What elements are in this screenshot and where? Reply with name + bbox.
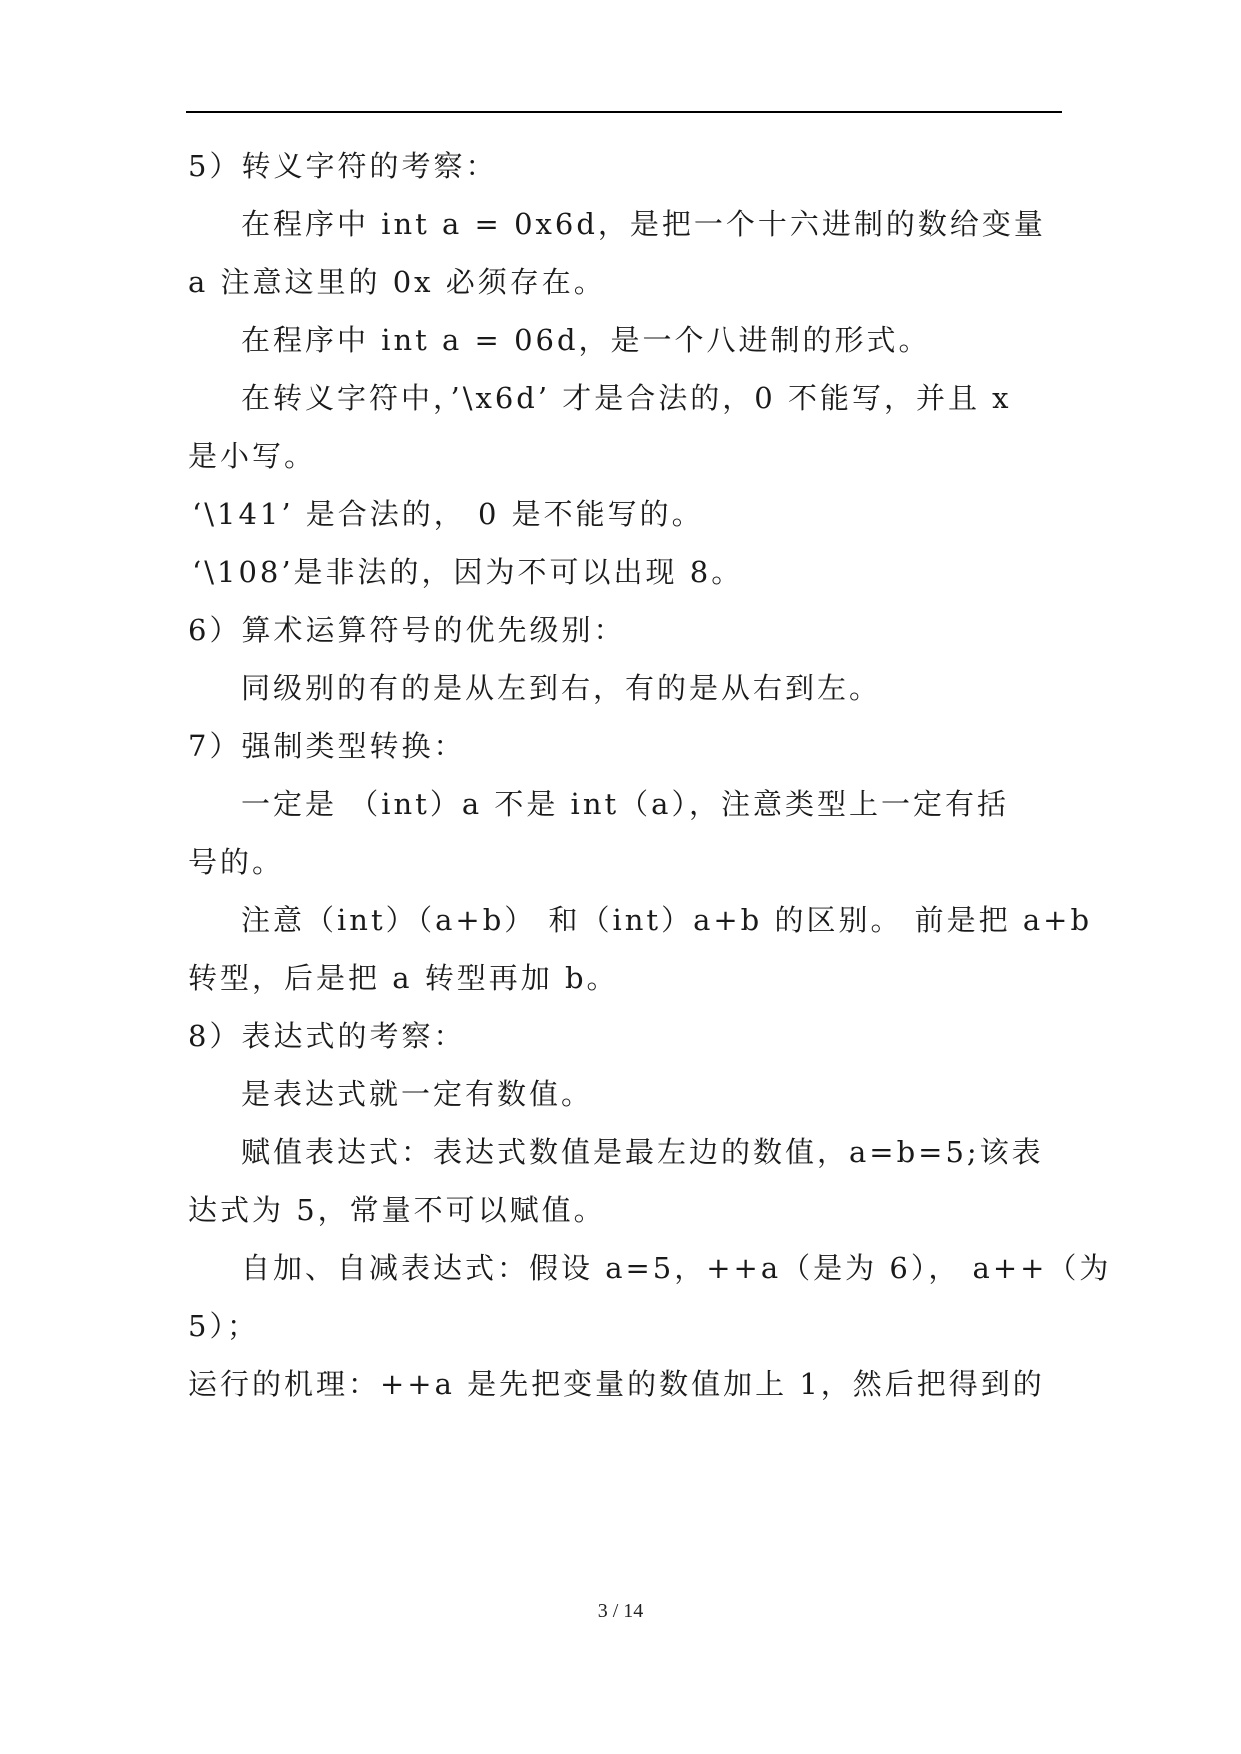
section-heading-type-cast: 7）强制类型转换：	[188, 729, 466, 763]
paragraph-line: 达式为 5，常量不可以赋值。	[188, 1193, 606, 1227]
paragraph-line: 号的。	[188, 845, 285, 879]
section-heading-escape-chars: 5）转义字符的考察：	[188, 149, 498, 183]
header-rule	[186, 111, 1062, 113]
paragraph-line: 赋值表达式：表达式数值是最左边的数值，a=b=5;该表	[241, 1135, 1044, 1169]
paragraph-line: 是表达式就一定有数值。	[241, 1077, 594, 1111]
paragraph-line: 同级别的有的是从左到右，有的是从右到左。	[241, 671, 882, 705]
paragraph-line: 自加、自减表达式：假设 a=5，++a（是为 6）， a++（为	[241, 1251, 1112, 1285]
paragraph-line: 在程序中 int a = 0x6d，是把一个十六进制的数给变量	[241, 207, 1046, 241]
paragraph-line: a 注意这里的 0x 必须存在。	[188, 265, 606, 299]
paragraph-line: 在程序中 int a = 06d，是一个八进制的形式。	[241, 323, 931, 357]
section-heading-expressions: 8）表达式的考察：	[188, 1019, 466, 1053]
paragraph-line: 转型，后是把 a 转型再加 b。	[188, 961, 619, 995]
paragraph-line: 一定是 （int）a 不是 int（a），注意类型上一定有括	[241, 787, 1009, 821]
paragraph-line: 是小写。	[188, 439, 317, 473]
paragraph-line: 5）；	[188, 1309, 259, 1343]
paragraph-line: ‘\141’ 是合法的， 0 是不能写的。	[192, 497, 704, 531]
paragraph-line: ‘\108’是非法的，因为不可以出现 8。	[192, 555, 744, 589]
paragraph-line: 运行的机理：++a 是先把变量的数值加上 1，然后把得到的	[188, 1367, 1045, 1401]
section-heading-operator-precedence: 6）算术运算符号的优先级别：	[188, 613, 626, 647]
paragraph-line: 在转义字符中，’\x6d’ 才是合法的，0 不能写，并且 x	[241, 381, 1012, 415]
paragraph-line: 注意（int）（a+b） 和（int）a+b 的区别。 前是把 a+b	[241, 903, 1093, 937]
page-number: 3 / 14	[597, 1600, 644, 1622]
